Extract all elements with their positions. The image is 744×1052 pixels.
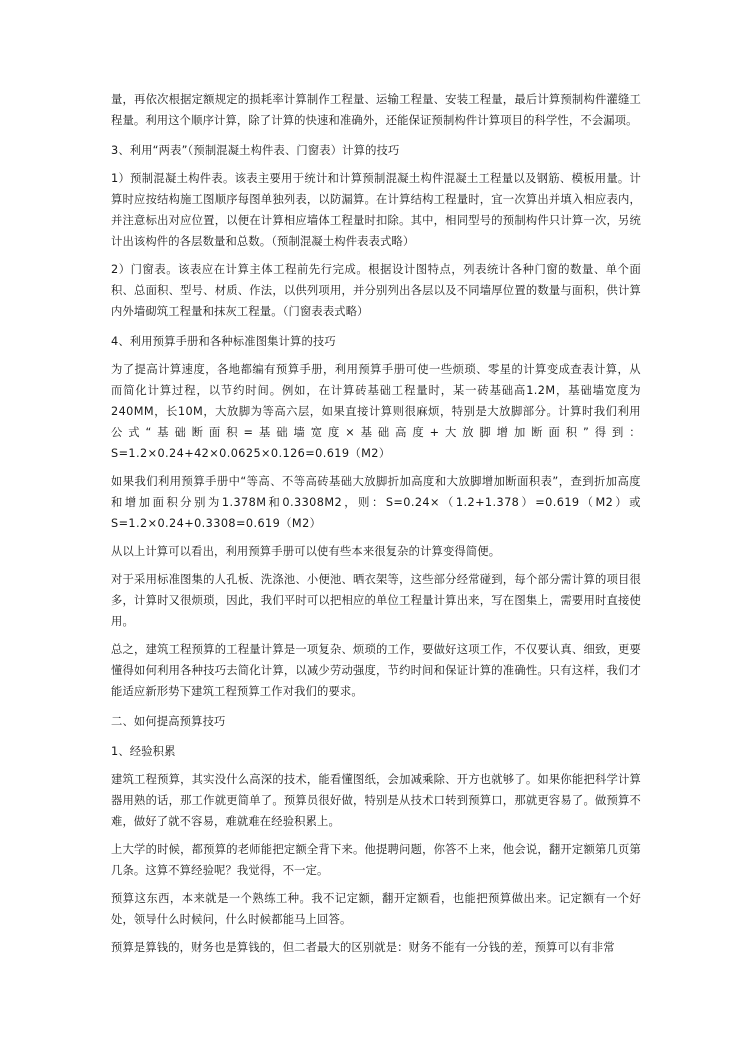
body-paragraph: 预算这东西，本来就是一个熟练工种。我不记定额，翻开定额看，也能把预算做出来。记定额有一个好处，领导什么时候问，什么时候都能马上回答。 — [111, 892, 641, 926]
section-heading: 4、利用预算手册和各种标准图集计算的技巧 — [111, 335, 336, 348]
body-paragraph: 1）预制混凝土构件表。该表主要用于统计和计算预制混凝土构件混凝土工程量以及钢筋、模板用量。计算时应按结构施工图顺序每图单独列表，以防漏算。在计算结构工程量时，宜一次算出并填入相应表内，并注意标出对应位置，以便在计算相应墙体工程量时扣除。其中，相同型号的预制构件只计算一次，另统计出该构件的各层数量和总数。（预制混凝土构件表表式略） — [111, 172, 641, 248]
subsection-heading: 1、经验积累 — [111, 745, 176, 758]
body-paragraph: 2）门窗表。该表应在计算主体工程前先行完成。根据设计图特点，列表统计各种门窗的数量、单个面积、总面积、型号、材质、作法，以供列项用，并分别列出各层以及不同墙厚位置的数量与面积，供计算内外墙砌筑工程量和抹灰工程量。（门窗表表式略） — [111, 263, 641, 318]
body-paragraph: 总之，建筑工程预算的工程量计算是一项复杂、烦琐的工作，要做好这项工作，不仅要认真、细致，更要懂得如何利用各种技巧去简化计算，以减少劳动强度，节约时间和保证计算的准确性。只有这样，我们才能适应新形势下建筑工程预算工作对我们的要求。 — [111, 643, 641, 698]
body-paragraph: 建筑工程预算，其实没什么高深的技术，能看懂图纸，会加减乘除、开方也就够了。如果你能把科学计算器用熟的话，那工作就更简单了。预算员很好做，特别是从技术口转到预算口，那就更容易了。做预算不难，做好了就不容易，难就难在经验积累上。 — [111, 773, 641, 828]
body-paragraph: 从以上计算可以看出，利用预算手册可以使有些本来很复杂的计算变得简便。 — [111, 545, 501, 558]
body-paragraph: 对于采用标准图集的人孔板、洗涤池、小便池、晒衣架等，这些部分经常碰到，每个部分需计算的项目很多，计算时又很烦琐，因此，我们平时可以把相应的单位工程量计算出来，写在图集上，需要用时直接使用。 — [111, 573, 641, 628]
body-paragraph: 为了提高计算速度，各地都编有预算手册，利用预算手册可使一些烦琐、零星的计算变成查表计算，从而简化计算过程，以节约时间。例如，在计算砖基础工程量时，某一砖基础高1.2M，基础墙宽度为240MM，长10M，大放脚为等高六层，如果直接计算则很麻烦，特别是大放脚部分。计算时我们利用公式“基础断面积=基础墙宽度×基础高度+大放脚增加断面积”得到：S=1.2×0.24+42×0.0625×0.126=0.619（M2） — [111, 363, 641, 460]
body-paragraph: 量，再依次根据定额规定的损耗率计算制作工程量、运输工程量、安装工程量，最后计算预制构件灌缝工程量。利用这个顺序计算，除了计算的快速和准确外，还能保证预制构件计算项目的科学性，不会漏项。 — [111, 93, 641, 127]
body-paragraph: 上大学的时候，都预算的老师能把定额全背下来。他提聘问题，你答不上来，他会说，翻开定额第几页第几条。这算不算经验呢？我觉得，不一定。 — [111, 843, 641, 877]
section-heading: 二、如何提高预算技巧 — [111, 715, 226, 728]
section-heading: 3、利用“两表”（预制混凝土构件表、门窗表）计算的技巧 — [111, 144, 400, 157]
body-paragraph: 如果我们利用预算手册中“等高、不等高砖基础大放脚折加高度和大放脚增加断面积表”，查到折加高度和增加面积分别为1.378M和0.3308M2，则：S=0.24×（1.2+1.378）=0.619（M2）或S=1.2×0.24+0.3308=0.619（M2） — [111, 475, 641, 530]
body-paragraph: 预算是算钱的，财务也是算钱的，但二者最大的区别就是：财务不能有一分钱的差，预算可以有非常 — [111, 941, 615, 954]
